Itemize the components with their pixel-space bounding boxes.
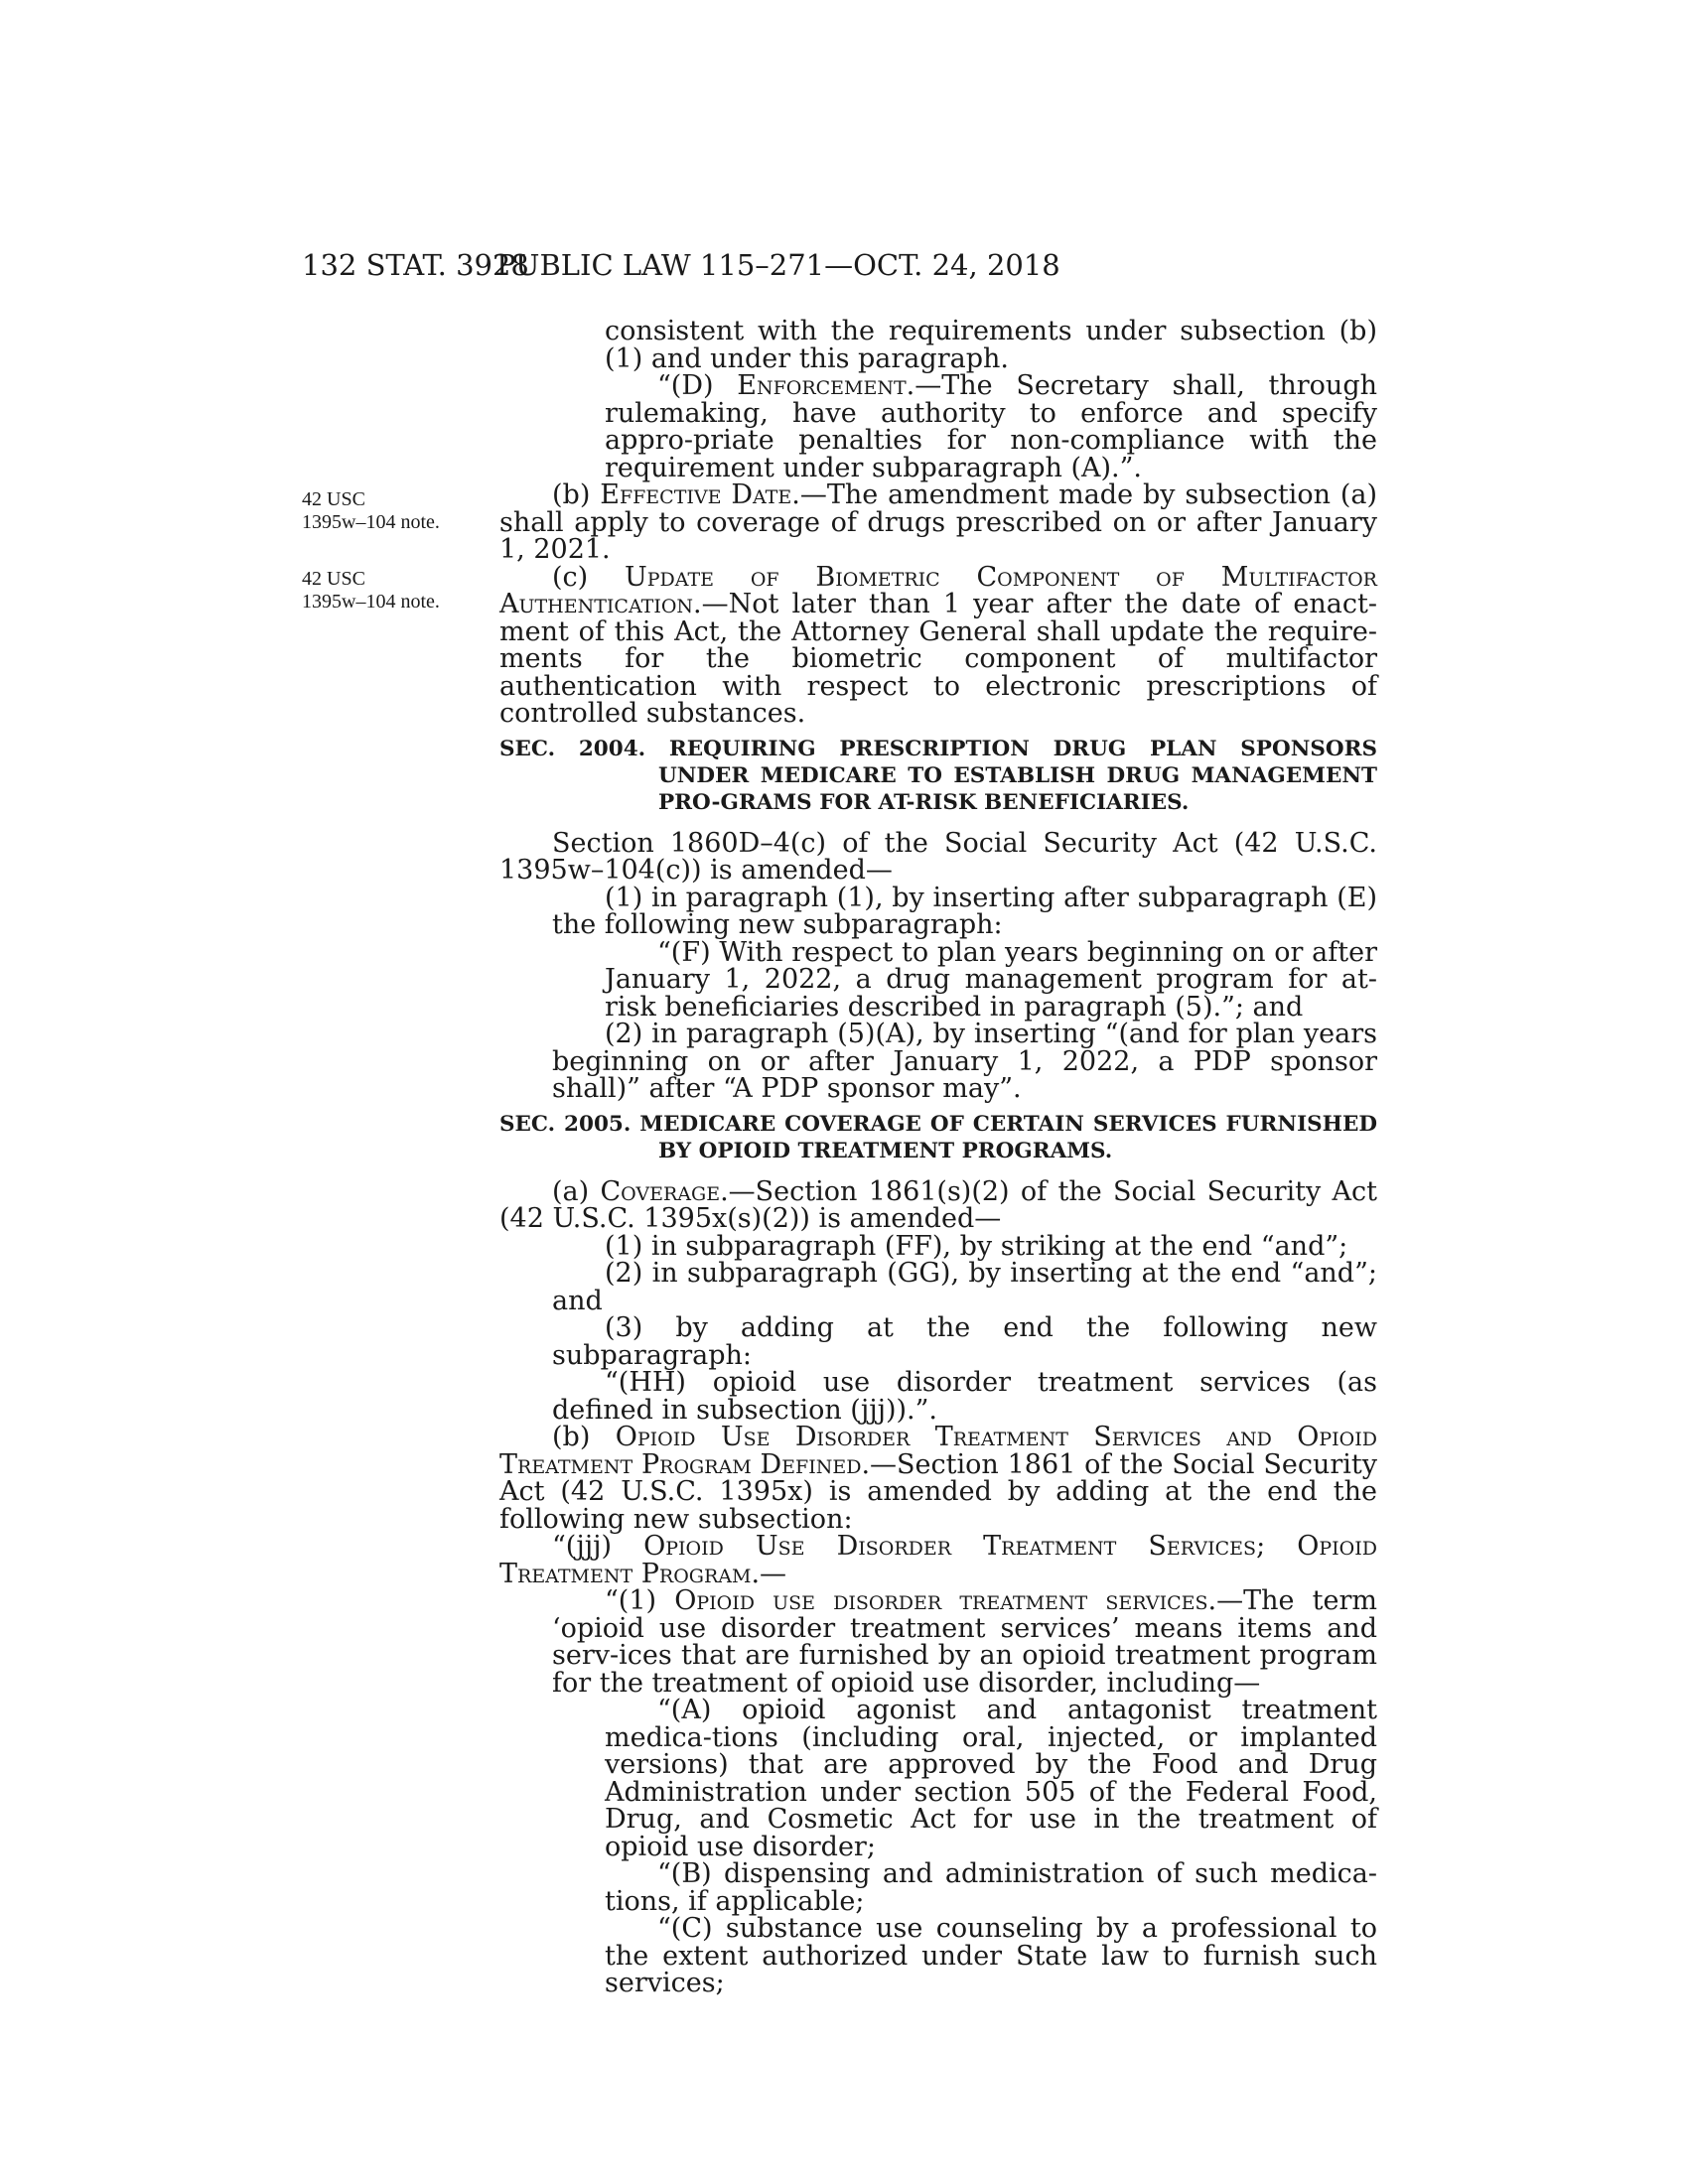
margin-note-line: 42 USC: [302, 568, 365, 590]
paragraph-heading: Effective Date: [600, 479, 792, 510]
paragraph-heading: Enforcement: [737, 370, 907, 401]
paragraph: “(D) Enforcement.—The Secretary shall, through rulemaking, have authority to enforce and specify appro-priate penalties for non-compliance with the requirement under subparagraph (A).”.: [605, 370, 1377, 483]
paragraph-heading: Opioid use disorder treatment services: [674, 1585, 1208, 1616]
paragraph-heading: Update of Biometric Component of Multifactor Authentication: [499, 561, 1377, 619]
paragraph: “(HH) opioid use disorder treatment services (as defined in subsection (jjj)).”.: [552, 1367, 1377, 1426]
paragraph: “(B) dispensing and administration of such medica-tions, if applicable;: [605, 1858, 1377, 1917]
paragraph: (c) Update of Biometric Component of Multifactor Authentication.—Not later than 1 year after the date of enact-ment of this Act, the Attorney General shall update the require-ments for the biometric component of multifactor authentication with respect to electronic prescriptions of controlled substances.: [499, 561, 1377, 729]
paragraph: (3) by adding at the end the following new subparagraph:: [552, 1312, 1377, 1371]
section-heading: SEC. 2005. MEDICARE COVERAGE OF CERTAIN SERVICES FURNISHED BY OPIOID TREATMENT PROGRAMS.: [499, 1111, 1377, 1163]
page-header: [302, 248, 1380, 288]
margin-note-line: 42 USC: [302, 488, 365, 510]
paragraph: (b) Opioid Use Disorder Treatment Services and Opioid Treatment Program Defined.—Section 1861 of the Social Security Act (42 U.S.C. 1395x) is amended by adding at the end the following new subsection:: [499, 1422, 1377, 1535]
paragraph-heading: Coverage: [600, 1175, 721, 1207]
paragraph: (2) in paragraph (5)(A), by inserting “(and for plan years beginning on or after January 1, 2022, a PDP sponsor shall)” after “A PDP sponsor may”.: [552, 1019, 1377, 1104]
running-title: PUBLIC LAW 115–271—OCT. 24, 2018: [496, 248, 1060, 282]
document-body: [499, 318, 1377, 1997]
paragraph: Section 1860D–4(c) of the Social Security Act (42 U.S.C. 1395w–104(c)) is amended—: [499, 827, 1377, 886]
paragraph: (b) Effective Date.—The amendment made by subsection (a) shall apply to coverage of drugs prescribed on or after January 1, 2021.: [499, 479, 1377, 565]
paragraph: consistent with the requirements under subsection (b)(1) and under this paragraph.: [605, 316, 1377, 374]
paragraph: “(A) opioid agonist and antagonist treatment medica-tions (including oral, injected, or implanted versions) that are approved by the Food and Drug Administration under section 505 of the Federal Food, Drug, and Cosmetic Act for use in the treatment of opioid use disorder;: [605, 1695, 1377, 1862]
paragraph: “(1) Opioid use disorder treatment services.—The term ‘opioid use disorder treatment services’ means items and serv-ices that are furnished by an opioid treatment program for the treatment of opioid use disorder, including—: [552, 1585, 1377, 1699]
margin-note: [302, 568, 440, 614]
paragraph-heading: Opioid Use Disorder Treatment Services; Opioid Treatment Program: [499, 1531, 1377, 1589]
paragraph: (2) in subparagraph (GG), by inserting at the end “and”; and: [552, 1258, 1377, 1316]
margin-note: [302, 488, 440, 534]
paragraph: “(jjj) Opioid Use Disorder Treatment Services; Opioid Treatment Program.—: [499, 1531, 1377, 1589]
paragraph: “(F) With respect to plan years beginning on or after January 1, 2022, a drug management program for at-risk beneficiaries described in paragraph (5).”; and: [605, 936, 1377, 1023]
paragraph-heading: Opioid Use Disorder Treatment Services and Opioid Treatment Program Defined: [499, 1422, 1377, 1480]
paragraph: (1) in subparagraph (FF), by striking at the end “and”;: [605, 1230, 1348, 1262]
section-heading: SEC. 2004. REQUIRING PRESCRIPTION DRUG PLAN SPONSORS UNDER MEDICARE TO ESTABLISH DRUG MANAGEMENT PRO-GRAMS FOR AT-RISK BENEFICIARIES.: [499, 736, 1377, 815]
paragraph: (1) in paragraph (1), by inserting after subparagraph (E) the following new subparagraph:: [552, 882, 1377, 940]
margin-note-line: 1395w–104 note.: [302, 511, 440, 533]
margin-note-line: 1395w–104 note.: [302, 591, 440, 613]
stat-page-number: 132 STAT. 3928: [302, 248, 529, 282]
paragraph: (a) Coverage.—Section 1861(s)(2) of the Social Security Act (42 U.S.C. 1395x(s)(2)) is amended—: [499, 1175, 1378, 1234]
paragraph: “(C) substance use counseling by a professional to the extent authorized under State law to furnish such services;: [605, 1913, 1377, 1998]
